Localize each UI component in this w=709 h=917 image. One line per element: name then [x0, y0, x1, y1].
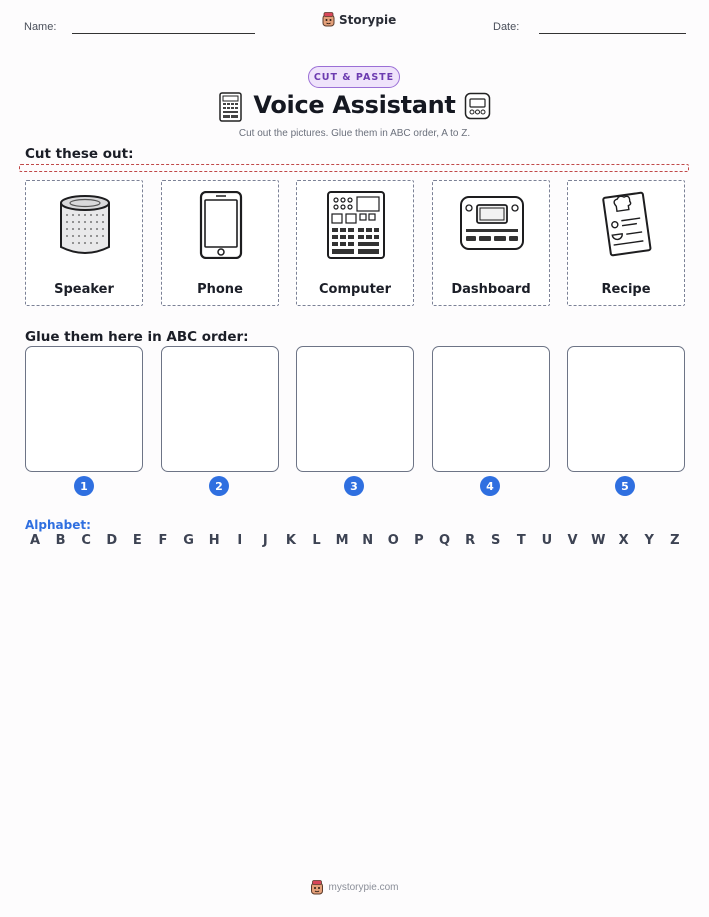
alphabet-label: Alphabet:	[25, 518, 91, 532]
cut-card-computer[interactable]	[296, 180, 414, 306]
cut-paste-badge: CUT & PASTE	[308, 66, 400, 88]
card-label-computer: Computer	[318, 282, 392, 297]
cut-line	[19, 164, 689, 172]
card-label-recipe: Recipe	[601, 282, 651, 297]
alphabet-letter: R	[465, 533, 476, 548]
alphabet-letter: T	[516, 533, 526, 548]
alphabet-letter: M	[335, 533, 349, 548]
glue-slot-3[interactable]	[296, 346, 414, 472]
alphabet-letter: Y	[644, 533, 654, 548]
cut-card-phone[interactable]	[161, 180, 279, 306]
alphabet-letter: O	[387, 533, 399, 548]
alphabet-letter: S	[491, 533, 501, 548]
dashboard-icon	[460, 191, 524, 259]
alphabet-letter: Z	[670, 533, 680, 548]
cut-heading: Cut these out:	[25, 146, 134, 162]
alphabet-letter: C	[81, 533, 91, 548]
alphabet-letter: K	[285, 533, 296, 548]
alphabet-row	[28, 533, 682, 548]
brand-logo	[322, 12, 396, 27]
alphabet-letter: X	[618, 533, 629, 548]
card-label-phone: Phone	[197, 282, 243, 297]
slot-number-badge: 1	[74, 476, 94, 496]
alphabet-letter: W	[591, 533, 606, 548]
cut-card-speaker[interactable]	[25, 180, 143, 306]
alphabet-letter: U	[541, 533, 553, 548]
card-label-dashboard: Dashboard	[451, 282, 531, 297]
instructions: Cut out the pictures. Glue them in ABC order, A to Z.	[238, 128, 471, 139]
alphabet-letter: V	[567, 533, 578, 548]
slot-number-badge: 3	[344, 476, 364, 496]
alphabet-letter: H	[208, 533, 220, 548]
glue-heading: Glue them here in ABC order:	[25, 329, 249, 345]
card-label-speaker: Speaker	[54, 282, 114, 297]
alphabet-letter: A	[29, 533, 41, 548]
glue-slot-5[interactable]	[567, 346, 685, 472]
date-line[interactable]	[539, 33, 686, 34]
alphabet-letter: L	[312, 533, 321, 548]
slot-number-badge: 4	[480, 476, 500, 496]
dashboard-icon	[464, 92, 491, 120]
glue-slot-4[interactable]	[432, 346, 550, 472]
computer-icon	[324, 191, 388, 259]
page-title: Voice Assistant	[253, 91, 456, 119]
footer	[0, 880, 709, 895]
alphabet-letter: F	[158, 533, 168, 548]
alphabet-letter: Q	[438, 533, 451, 548]
name-line[interactable]	[72, 33, 255, 34]
slot-number-badge: 2	[209, 476, 229, 496]
cut-card-dashboard[interactable]	[432, 180, 550, 306]
cut-card-recipe[interactable]	[567, 180, 685, 306]
alphabet-letter: P	[414, 533, 424, 548]
storypie-mascot-icon	[310, 880, 324, 895]
storypie-mascot-icon	[322, 12, 335, 27]
smartphone-icon	[189, 191, 253, 259]
slot-number-badge: 5	[615, 476, 635, 496]
alphabet-letter: G	[183, 533, 194, 548]
alphabet-letter: E	[132, 533, 142, 548]
glue-slot-2[interactable]	[161, 346, 279, 472]
footer-site-link[interactable]: mystorypie.com	[328, 882, 399, 893]
alphabet-letter: N	[362, 533, 374, 548]
alphabet-letter: B	[55, 533, 66, 548]
alphabet-letter: I	[237, 533, 243, 548]
brand-name: Storypie	[339, 12, 397, 27]
alphabet-letter: D	[106, 533, 118, 548]
alphabet-letter: J	[262, 533, 268, 548]
name-label: Name:	[24, 21, 57, 33]
date-label: Date:	[493, 21, 520, 33]
recipe-card-icon	[595, 191, 659, 259]
smart-speaker-icon	[53, 191, 117, 259]
glue-slot-1[interactable]	[25, 346, 143, 472]
